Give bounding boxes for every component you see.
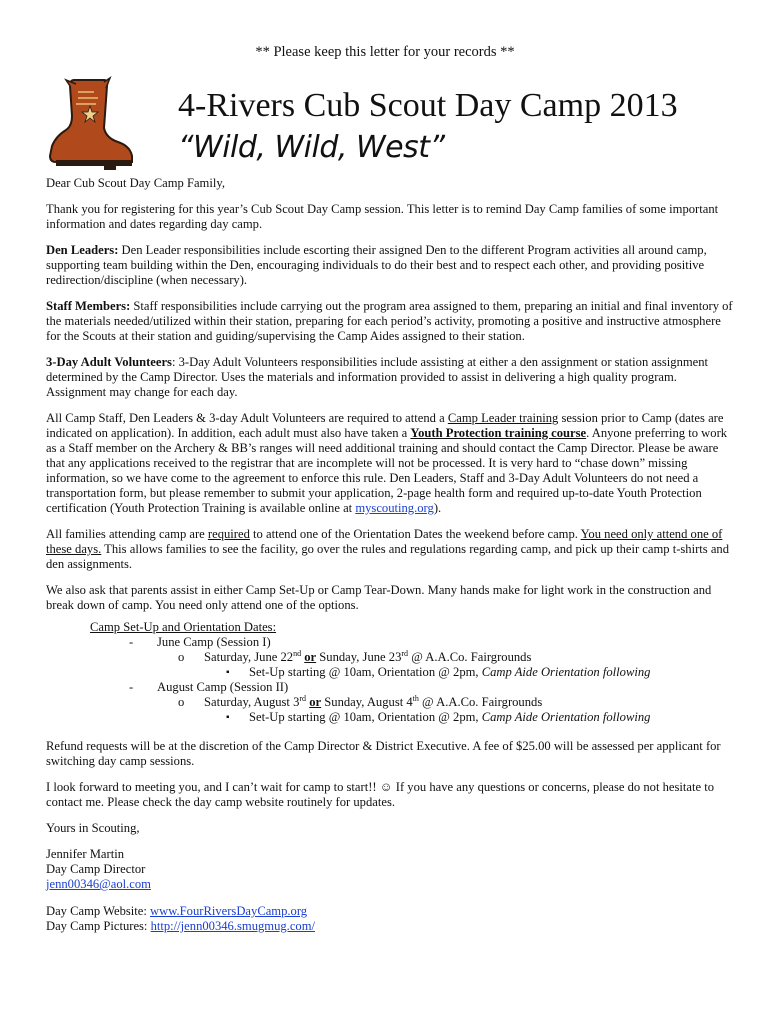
- greeting: Dear Cub Scout Day Camp Family,: [46, 176, 225, 190]
- training-text-1: All Camp Staff, Den Leaders & 3-day Adult Volunteers are required to attend a: [46, 411, 448, 425]
- june-sup-2: rd: [401, 648, 409, 658]
- volunteer-text: : 3-Day Adult Volunteers responsibilities include assisting at either a den assignment or station assignment determined by the Camp Director. Uses the materials and information provided to assist in delivering a high quality program. Assignment may change for each day.: [46, 355, 709, 399]
- august-date-2: Sunday, August 4: [324, 695, 413, 709]
- august-aide: Camp Aide Orientation following: [481, 710, 651, 724]
- dash-bullet: -: [129, 635, 134, 649]
- august-sup-2: th: [412, 693, 419, 703]
- pictures-label: Day Camp Pictures:: [46, 919, 151, 933]
- setup-paragraph: We also ask that parents assist in either Camp Set-Up or Camp Tear-Down. Many hands make for light work in the construction and break down of camp. You need only attend one of the options.: [46, 583, 712, 612]
- or-word: or: [304, 650, 317, 664]
- signoff: Yours in Scouting,: [46, 821, 140, 835]
- circle-bullet: o: [178, 695, 185, 709]
- august-times-text: Set-Up starting @ 10am, Orientation @ 2pm,: [249, 710, 482, 724]
- pictures-line: [46, 919, 734, 934]
- training-text-3: . Anyone preferring to work as a Staff member on the Archery & BB’s ranges will need additional training and should contact the Camp Director. Please be aware that any applications received to the registrar that are incomplete will not be processed. It is very hard to “chase down” missing information, so we have come to the agreement to enforce this rule. Den Leaders, Staff and 3-Day Adult Volunteers do not need a transportation form, but please remember to submit your application, 2-page health form and required up-to-date Youth Protection certification (Youth Protection Training is available online at: [46, 426, 728, 515]
- den-leaders-paragraph: [46, 243, 734, 288]
- dash-bullet: -: [129, 680, 134, 694]
- training-text-2: session prior to Camp (dates are indicated on application). In addition, each adult must also have taken a: [46, 411, 724, 440]
- june-location: @ A.A.Co. Fairgrounds: [408, 650, 532, 664]
- letter-body: [46, 176, 734, 934]
- youth-protection-link[interactable]: Youth Protection training course: [410, 426, 587, 440]
- intro-paragraph: Thank you for registering for this year’s Cub Scout Day Camp session. This letter is to remind Day Camp families of some important information and dates regarding day camp.: [46, 202, 719, 231]
- orientation-paragraph: [46, 527, 734, 572]
- email-link[interactable]: jenn00346@aol.com: [46, 877, 151, 891]
- staff-text: Staff responsibilities include carrying out the program area assigned to them, preparing an initial and final inventory of the materials needed/utilized within their station, preparing for each period’s activity, promoting a positive and instructive atmosphere for the Scouts at their station and guiding/supervising the Camp Aides assigned to their station.: [46, 299, 733, 343]
- staff-label: Staff Members:: [46, 299, 131, 313]
- camp-leader-training-link[interactable]: Camp Leader training: [447, 411, 559, 425]
- june-date-2: Sunday, June 23: [319, 650, 402, 664]
- training-text-4: ).: [433, 501, 442, 515]
- square-bullet: ▪: [226, 712, 230, 723]
- closing-paragraph: I look forward to meeting you, and I can’t wait for camp to start!! ☺ If you have any questions or concerns, please do not hesitate to contact me. Please check the day camp website routinely for updates.: [46, 780, 715, 809]
- square-bullet: ▪: [226, 667, 230, 678]
- page-title: 4-Rivers Cub Scout Day Camp 2013: [178, 87, 678, 124]
- cowboy-boot-icon: [44, 76, 136, 172]
- orient-text-1: All families attending camp are: [46, 527, 208, 541]
- june-sup-1: nd: [293, 648, 302, 658]
- june-date-1: Saturday, June 22: [204, 650, 294, 664]
- training-paragraph: [46, 411, 734, 516]
- june-session: June Camp (Session I): [157, 635, 271, 649]
- staff-paragraph: [46, 299, 734, 344]
- den-leaders-label: Den Leaders:: [46, 243, 119, 257]
- august-date-line: [178, 695, 542, 709]
- august-location: @ A.A.Co. Fairgrounds: [418, 695, 543, 709]
- orient-required: required: [207, 527, 250, 541]
- june-date-line: [178, 650, 531, 664]
- august-date-1: Saturday, August 3: [204, 695, 300, 709]
- signature-role: Day Camp Director: [46, 862, 146, 876]
- dates-heading: Camp Set-Up and Orientation Dates:: [90, 620, 277, 634]
- or-word: or: [309, 695, 322, 709]
- orient-text-3: This allows families to see the facility, go over the rules and regulations regarding camp, and pick up their camp t-shirts and den assignments.: [46, 542, 730, 571]
- website-link[interactable]: www.FourRiversDayCamp.org: [150, 904, 308, 918]
- website-label: Day Camp Website:: [46, 904, 151, 918]
- website-line: [46, 904, 734, 919]
- june-times: [222, 665, 650, 679]
- june-aide: Camp Aide Orientation following: [481, 665, 651, 679]
- pictures-link[interactable]: http://jenn00346.smugmug.com/: [150, 919, 316, 933]
- page-subtitle: “Wild, Wild, West”: [178, 130, 445, 165]
- volunteer-paragraph: [46, 355, 734, 400]
- myscouting-link[interactable]: myscouting.org: [355, 501, 434, 515]
- refund-paragraph: Refund requests will be at the discretion of the Camp Director & District Executive. A fee of $25.00 will be assessed per applicant for switching day camp sessions.: [46, 739, 721, 768]
- keep-note: ** Please keep this letter for your records **: [255, 44, 515, 60]
- june-times-text: Set-Up starting @ 10am, Orientation @ 2pm,: [249, 665, 482, 679]
- volunteer-label: 3-Day Adult Volunteers: [46, 355, 172, 369]
- dates-list: [46, 620, 734, 725]
- orient-need: You need only attend one of these days.: [46, 527, 723, 556]
- signature-name: Jennifer Martin: [46, 847, 124, 861]
- circle-bullet: o: [178, 650, 185, 664]
- august-times: [222, 710, 650, 724]
- august-session: August Camp (Session II): [157, 680, 289, 694]
- orient-text-2: to attend one of the Orientation Dates the weekend before camp.: [249, 527, 581, 541]
- den-leaders-text: Den Leader responsibilities include escorting their assigned Den to the different Program activities all around camp, supporting team building within the Den, encouraging individuals to do their best and to respect each other, and providing positive redirection/discipline (when necessary).: [46, 243, 707, 287]
- august-sup-1: rd: [299, 693, 307, 703]
